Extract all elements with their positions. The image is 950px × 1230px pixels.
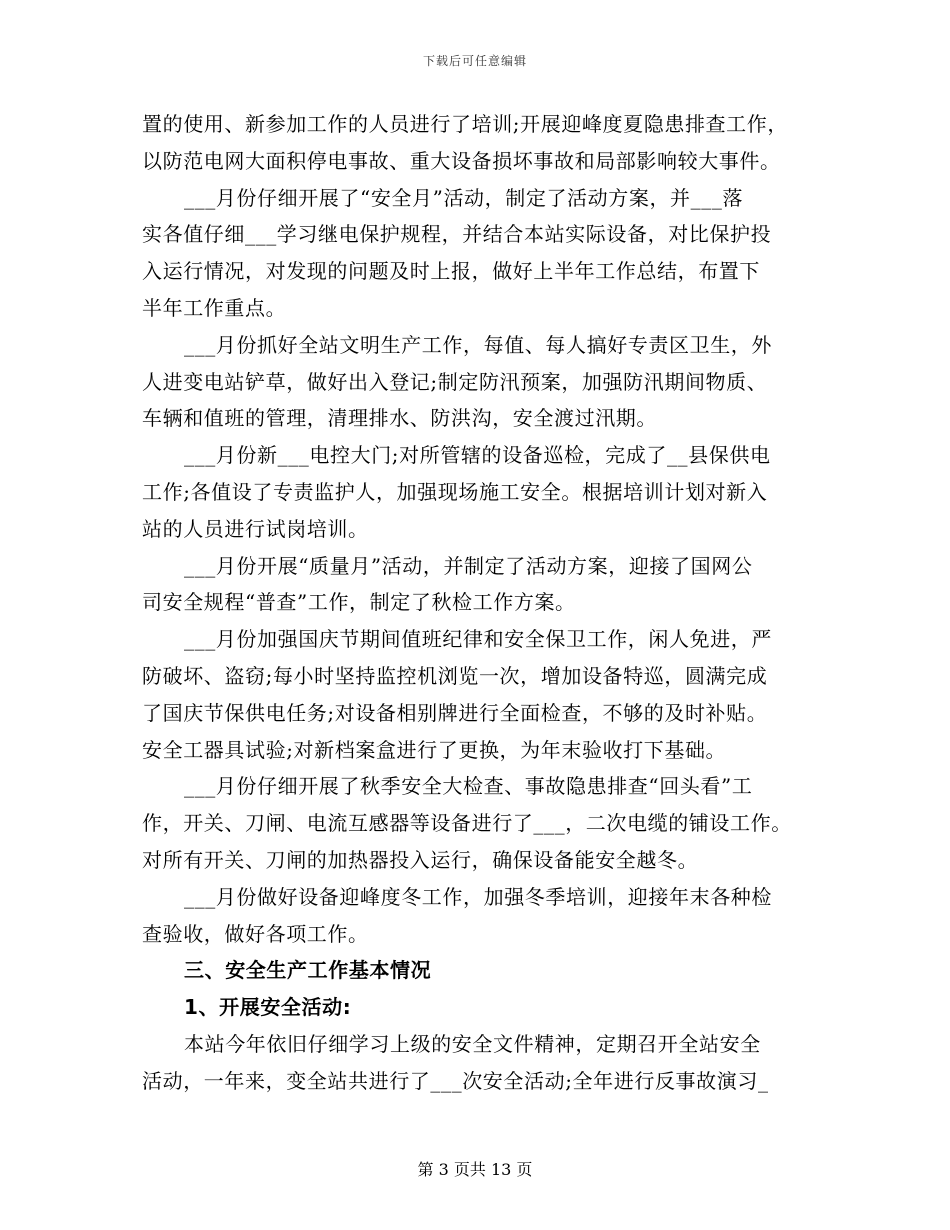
section-heading: 三、安全生产工作基本情况	[184, 958, 432, 983]
text-line: ___月份仔细开展了“安全月”活动，制定了活动方案，并___落	[184, 185, 744, 210]
page-header: 下载后可任意编辑	[422, 54, 527, 68]
page-number: 第 3 页共 13 页	[417, 1160, 533, 1179]
text-line: ___月份加强国庆节期间值班纪律和安全保卫工作，闲人免进，严	[184, 627, 772, 652]
text-line: 站的人员进行试岗培训。	[142, 516, 369, 541]
text-line: 实各值仔细___学习继电保护规程，并结合本站实际设备，对比保护投	[142, 222, 772, 247]
text-line: 工作;各值设了专责监护人，加强现场施工安全。根据培训计划对新入	[142, 479, 768, 504]
text-line: ___月份抓好全站文明生产工作，每值、每人搞好专责区卫生，外	[184, 332, 772, 357]
text-line: 活动，一年来，变全站共进行了___次安全活动;全年进行反事故演习_	[142, 1068, 769, 1093]
text-line: 安全工器具试验;对新档案盒进行了更换，为年末验收打下基础。	[142, 737, 727, 762]
text-line: 半年工作重点。	[142, 295, 287, 320]
text-line: ___月份仔细开展了秋季安全大检查、事故隐患排查“回头看”工	[184, 774, 753, 799]
document-body	[142, 106, 810, 1100]
text-line: ___月份开展“质量月”活动，并制定了活动方案，迎接了国网公	[184, 553, 753, 578]
text-line: ___月份新___电控大门;对所管辖的设备巡检，完成了__县保供电	[184, 443, 771, 468]
text-line: 作，开关、刀闸、电流互感器等设备进行了___，二次电缆的铺设工作。	[142, 811, 792, 836]
subsection-heading: 1、开展安全活动:	[184, 995, 352, 1020]
text-line: 入运行情况，对发现的问题及时上报，做好上半年工作总结，布置下	[142, 259, 760, 284]
text-line: 置的使用、新参加工作的人员进行了培训;开展迎峰度夏隐患排查工作，	[142, 112, 788, 136]
text-line: 车辆和值班的管理，清理排水、防洪沟，安全渡过汛期。	[142, 406, 657, 431]
text-line: 对所有开关、刀闸的加热器投入运行，确保设备能安全越冬。	[142, 847, 699, 872]
text-line: 司安全规程“普查”工作，制定了秋检工作方案。	[142, 590, 576, 615]
text-line: 了国庆节保供电任务;对设备相别牌进行全面检查，不够的及时补贴。	[142, 700, 768, 725]
text-line: 本站今年依旧仔细学习上级的安全文件精神，定期召开全站安全	[184, 1031, 761, 1056]
text-line: 人进变电站铲草，做好出入登记;制定防汛预案，加强防汛期间物质、	[142, 369, 768, 394]
text-line: ___月份做好设备迎峰度冬工作，加强冬季培训，迎接年末各种检	[184, 884, 772, 909]
text-line: 以防范电网大面积停电事故、重大设备损坏事故和局部影响较大事件。	[142, 148, 781, 173]
text-line: 防破坏、盗窃;每小时坚持监控机浏览一次，增加设备特巡，圆满完成	[142, 663, 768, 688]
text-line: 查验收，做好各项工作。	[142, 921, 369, 946]
